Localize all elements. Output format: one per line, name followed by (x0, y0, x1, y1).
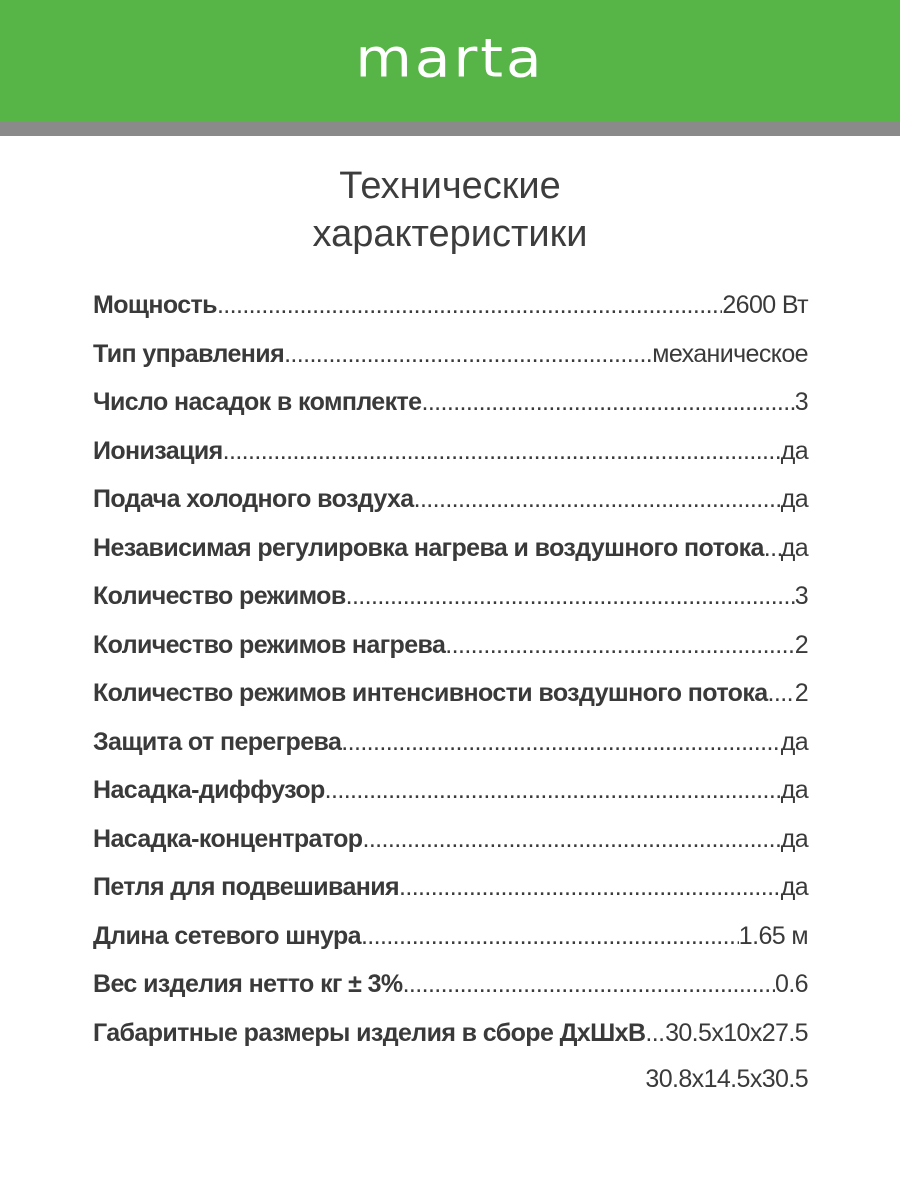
spec-value: 2 (794, 679, 808, 707)
page-title (0, 162, 900, 258)
spec-label: Независимая регулировка нагрева и воздушного потока (93, 533, 764, 562)
spec-value: да (780, 776, 808, 804)
dot-leader (223, 427, 781, 475)
spec-label: Вес изделия нетто кг ± 3% (93, 970, 403, 998)
dot-leader (217, 281, 722, 329)
dot-leader (403, 960, 775, 1008)
spec-value: 3 (794, 388, 808, 416)
dot-leader (645, 1009, 665, 1057)
spec-value: 1.65 м (738, 921, 808, 950)
spec-row-modes-count (93, 572, 808, 621)
dot-leader (362, 815, 780, 863)
spec-row-net-weight (93, 960, 808, 1009)
spec-row-hanging-loop (93, 863, 808, 912)
spec-value: 3 (794, 582, 808, 610)
spec-value: да (780, 824, 808, 853)
dot-leader (284, 330, 652, 378)
spec-row-heat-modes (93, 621, 808, 670)
spec-label: Количество режимов интенсивности воздушного потока (93, 679, 768, 707)
dot-leader (346, 572, 795, 620)
spec-row-control-type (93, 330, 808, 379)
spec-value: механическое (652, 339, 808, 368)
spec-label: Габаритные размеры изделия в сборе ДхШхВ (93, 1018, 646, 1047)
spec-value: да (780, 873, 808, 901)
spec-row-cord-length (93, 912, 808, 961)
spec-label: Насадка-диффузор (93, 776, 325, 804)
page-title-line-1: Технические (339, 165, 561, 207)
spec-label: Количество режимов (93, 582, 346, 610)
spec-row-attachments-count (93, 378, 808, 427)
spec-row-cold-air (93, 475, 808, 524)
header-divider-stripe (0, 122, 900, 136)
package-dimensions-value: 30.8х14.5х30.5 (645, 1065, 808, 1093)
specifications-list (93, 281, 808, 1057)
dot-leader (325, 766, 781, 814)
spec-value: 0.6 (775, 970, 808, 998)
spec-value: да (780, 436, 808, 465)
spec-label: Длина сетевого шнура (93, 921, 361, 950)
spec-label: Петля для подвешивания (93, 873, 400, 901)
spec-label: Подача холодного воздуха (93, 485, 414, 513)
spec-label: Тип управления (93, 339, 285, 368)
spec-label: Мощность (93, 291, 217, 319)
spec-row-ionization (93, 427, 808, 476)
spec-value: 2600 Вт (722, 291, 808, 319)
spec-label: Количество режимов нагрева (93, 630, 446, 659)
spec-label: Защита от перегрева (93, 727, 342, 756)
dot-leader (421, 378, 794, 426)
dot-leader (399, 863, 781, 911)
spec-label: Насадка-концентратор (93, 824, 363, 853)
dot-leader (445, 621, 794, 669)
spec-label: Ионизация (93, 436, 223, 465)
spec-row-independent-control (93, 524, 808, 573)
spec-row-diffuser (93, 766, 808, 815)
spec-row-overheat-protection (93, 718, 808, 767)
spec-row-concentrator (93, 815, 808, 864)
spec-value: да (780, 485, 808, 513)
spec-row-power (93, 281, 808, 330)
dot-leader (764, 524, 781, 572)
dot-leader (341, 718, 780, 766)
marta-logo: marta (355, 26, 545, 90)
spec-row-dimensions (93, 1009, 808, 1058)
spec-row-airflow-modes (93, 669, 808, 718)
spec-value: 2 (794, 630, 808, 659)
spec-value: да (780, 533, 808, 562)
dot-leader (768, 669, 795, 717)
spec-value: 30.5х10х27.5 (665, 1018, 808, 1047)
dot-leader (414, 475, 781, 523)
dot-leader (361, 912, 739, 960)
spec-value: да (780, 727, 808, 756)
page-title-line-2: характеристики (312, 213, 588, 255)
brand-header (0, 0, 900, 122)
spec-label: Число насадок в комплекте (93, 388, 422, 416)
